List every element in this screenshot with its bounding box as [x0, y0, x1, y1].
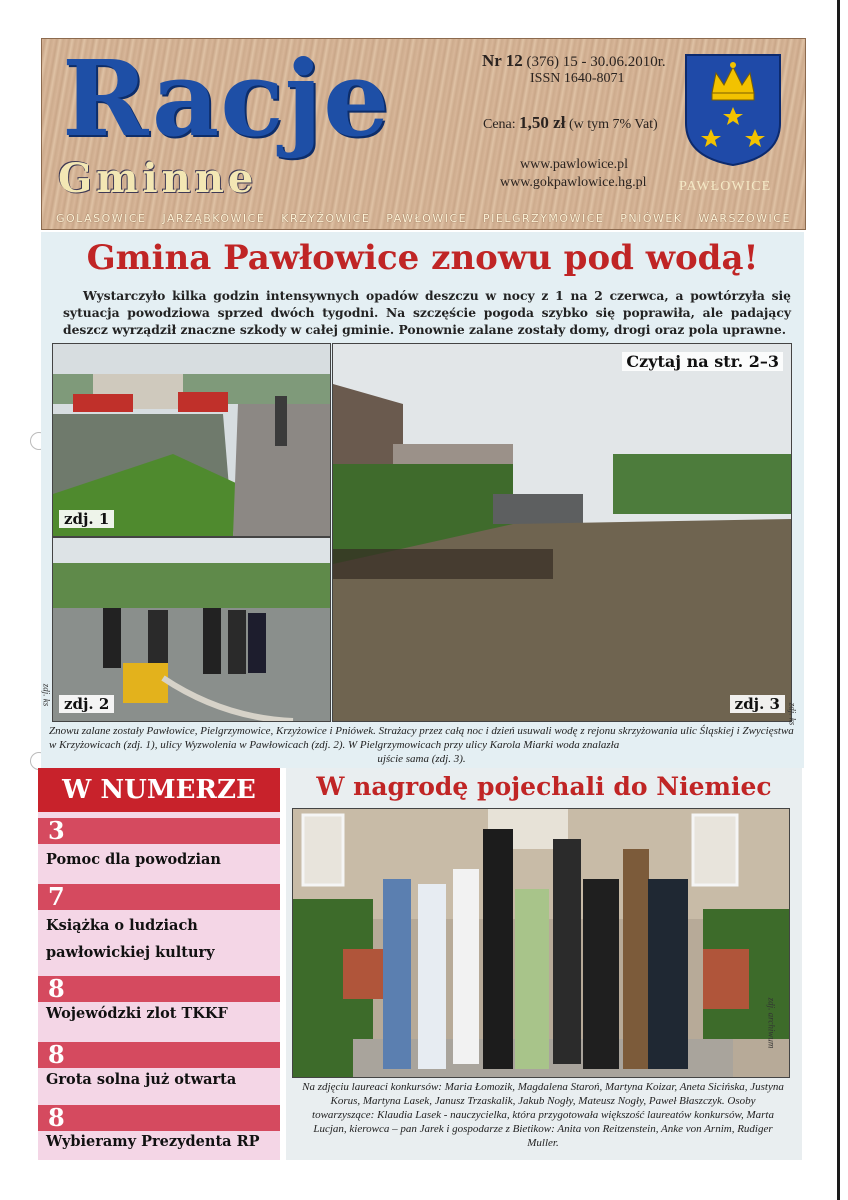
- photo-label: zdj. 3: [730, 695, 785, 713]
- flood-caption-line: ujście sama (zdj. 3).: [377, 753, 466, 765]
- photo-credit: zdj. archiwum: [766, 997, 777, 1049]
- contents-page-number: 7: [38, 884, 280, 910]
- village-name: WARSZOWICE: [698, 212, 791, 225]
- price-vat: (w tym 7% Vat): [568, 117, 658, 132]
- contents-item[interactable]: Grota solna już otwarta: [46, 1071, 237, 1088]
- flood-caption-line: Znowu zalane zostały Pawłowice, Pielgrzymowice, Krzyżowice i Pniówek. Strażacy przez całą noc i dzień usuwali wodę z rejonu skrzyżowania ulic Śląskiej i Zwycięstwa w Krzyżowicach (zdj. 1), ulicy Wyzwolenia w Pawłowicach (zdj. 2). W Pielgrzymowicach przy ulicy Karola Miarki woda znalazła: [49, 725, 794, 751]
- website-link[interactable]: www.gokpawlowice.hg.pl: [500, 175, 647, 190]
- flood-photo-1-image: [53, 344, 330, 536]
- contents-page-number: 8: [38, 1105, 280, 1131]
- contents-item[interactable]: Książka o ludziach pawłowickiej kultury: [46, 917, 215, 961]
- contents-page-number: 8: [38, 1042, 280, 1068]
- villages-strip: [42, 212, 805, 225]
- masthead-title: Racje: [62, 38, 391, 160]
- masthead: [41, 38, 806, 230]
- crest-town-name: PAWŁOWICE: [679, 179, 772, 194]
- contents-page-number: 8: [38, 976, 280, 1002]
- read-more-note: Czytaj na str. 2–3: [622, 352, 783, 371]
- contents-item[interactable]: Pomoc dla powodzian: [46, 851, 221, 868]
- flood-photo-2: [52, 537, 331, 722]
- contents-box: [38, 768, 280, 1160]
- award-group-photo: [292, 808, 790, 1078]
- village-name: GOLASOWICE: [56, 212, 147, 225]
- coat-of-arms-icon: [684, 53, 782, 167]
- issue-detail: (376) 15 - 30.06.2010r.: [526, 54, 666, 70]
- issn: ISSN 1640-8071: [530, 71, 625, 86]
- photo-label: zdj. 1: [59, 510, 114, 528]
- flood-photo-3-image: [333, 344, 791, 721]
- contents-item[interactable]: Wojewódzki zlot TKKF: [46, 1005, 228, 1022]
- price-value: 1,50 zł: [519, 113, 566, 132]
- price: [483, 113, 658, 133]
- masthead-subtitle: Gminne: [58, 155, 258, 202]
- village-name: JARZĄBKOWICE: [162, 212, 266, 225]
- flood-photo-2-image: [53, 538, 330, 721]
- flood-lead: Wystarczyło kilka godzin intensywnych opadów deszczu w nocy z 1 na 2 czerwca, a powtórzyła się sytuacja powodziowa sprzed dwóch tygodni. Na szczęście pogoda szybko się poprawiła, ale padający deszcz wyrządził znaczne szkody w całej gminie. Ponownie zalane zostały domy, drogi oraz pola uprawne.: [63, 288, 791, 337]
- issue-number: [482, 51, 666, 71]
- village-name: KRZYŻOWICE: [281, 212, 371, 225]
- website-link[interactable]: www.pawlowice.pl: [520, 157, 628, 172]
- issue-no: Nr 12: [482, 51, 523, 70]
- award-article: [286, 768, 802, 1160]
- photo-label: zdj. 2: [59, 695, 114, 713]
- price-label: Cena:: [483, 117, 516, 132]
- award-group-photo-image: [293, 809, 789, 1077]
- flood-photo-1: [52, 343, 331, 537]
- village-name: PIELGRZYMOWICE: [483, 212, 605, 225]
- flood-headline: Gmina Pawłowice znowu pod wodą!: [86, 238, 759, 278]
- village-name: PAWŁOWICE: [386, 212, 468, 225]
- flood-photo-3: [332, 343, 792, 722]
- contents-page-number: 3: [38, 818, 280, 844]
- award-caption: Na zdjęciu laureaci konkursów: Maria Łomozik, Magdalena Staroń, Martyna Koizar, Aneta Sicińska, Justyna Korus, Martyna Lasek, Janusz Trzaskalik, Jakub Nogły, Mateusz Nogły, Paweł Błaszczyk. Osoby towarzyszące: Klaudia Lasek - nauczycielka, która przygotowała większość laureatów konkursów, Marta Lucjan, kierowca – pan Jarek i gospodarze z Bietikow: Anita von Reitzenstein, Anke von Arnim, Rudiger Muller.: [302, 1081, 784, 1149]
- award-headline: W nagrodę pojechali do Niemiec: [316, 772, 772, 801]
- photo-credit: zdj. ks: [41, 683, 52, 707]
- flood-article: [41, 232, 804, 768]
- flood-caption: [49, 724, 794, 766]
- village-name: PNIÓWEK: [620, 212, 683, 225]
- contents-item[interactable]: Wybieramy Prezydenta RP: [46, 1133, 260, 1150]
- contents-heading: W NUMERZE: [38, 768, 280, 812]
- photo-credit: zdj. ks: [787, 702, 798, 726]
- page-edge: [837, 0, 840, 1200]
